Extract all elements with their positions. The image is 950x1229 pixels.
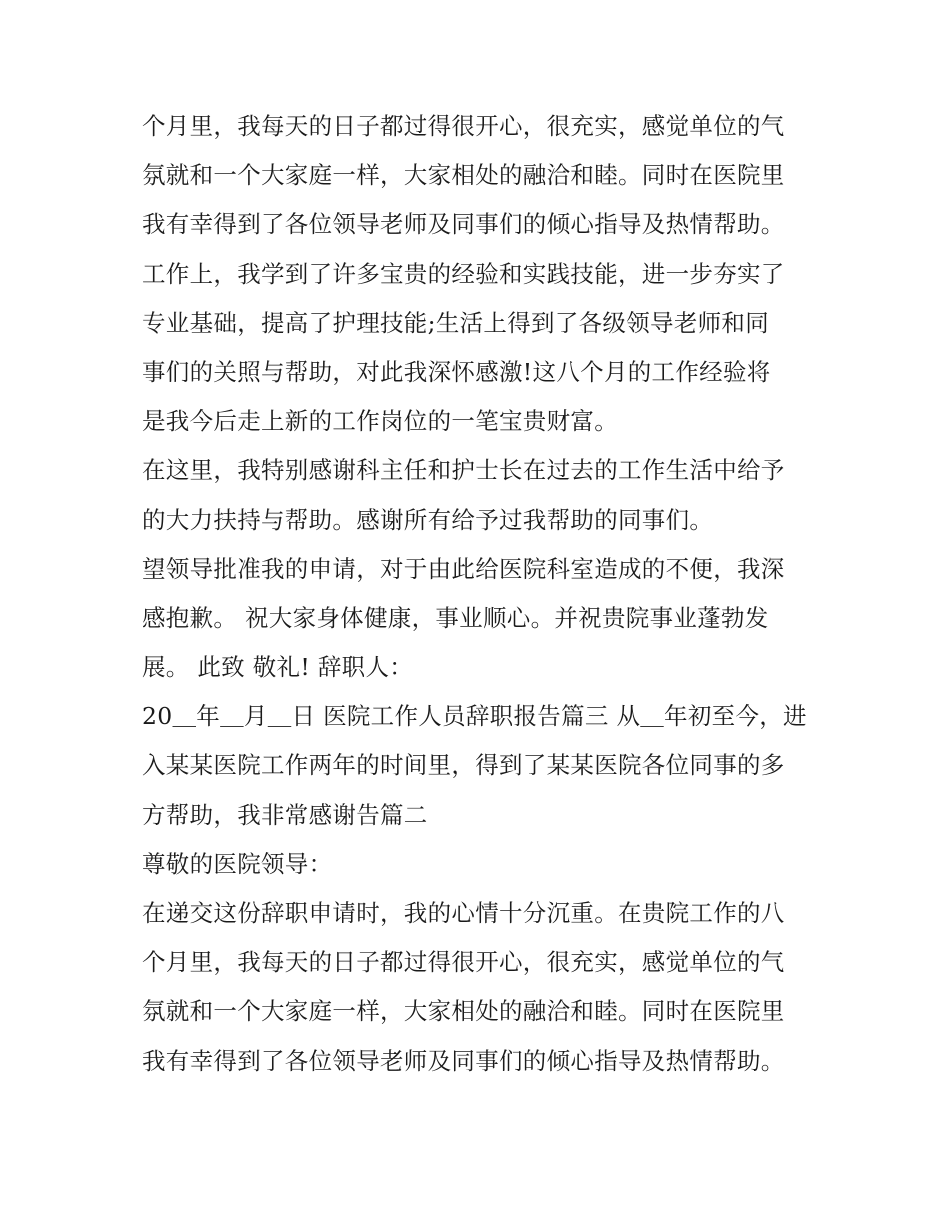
text-line: 我有幸得到了各位领导老师及同事们的倾心指导及热情帮助。 [142, 210, 785, 239]
document-body [142, 102, 822, 1086]
text-line: 我有幸得到了各位领导老师及同事们的倾心指导及热情帮助。 [142, 1046, 785, 1075]
text-line: 是我今后走上新的工作岗位的一笔宝贵财富。 [142, 407, 618, 436]
text-line: 望领导批准我的申请，对于由此给医院科室造成的不便，我深 [142, 554, 785, 583]
text-line: 方帮助，我非常感谢告篇二 [142, 800, 428, 829]
text-line: 个月里，我每天的日子都过得很开心，很充实，感觉单位的气 [142, 948, 785, 977]
text-line: 展。 此致 敬礼! 辞职人： [142, 653, 414, 682]
text-line: 在递交这份辞职申请时，我的心情十分沉重。在贵院工作的八 [142, 899, 785, 927]
text-line: 氛就和一个大家庭一样，大家相处的融洽和睦。同时在医院里 [142, 161, 785, 190]
text-line: 入某某医院工作两年的时间里，得到了某某医院各位同事的多 [142, 751, 785, 780]
text-line: 事们的关照与帮助，对此我深怀感激!这八个月的工作经验将 [142, 357, 771, 386]
text-line: 工作上，我学到了许多宝贵的经验和实践技能，进一步夯实了 [142, 259, 785, 288]
text-line: 感抱歉。 祝大家身体健康，事业顺心。并祝贵院事业蓬勃发 [142, 603, 769, 632]
text-line: 在这里，我特别感谢科主任和护士长在过去的工作生活中给予 [142, 456, 785, 485]
text-line: 个月里，我每天的日子都过得很开心，很充实，感觉单位的气 [142, 112, 785, 140]
text-line: 专业基础，提高了护理技能;生活上得到了各级领导老师和同 [142, 308, 770, 337]
text-line: 20＿年＿月＿日 医院工作人员辞职报告篇三 从＿年初至今，进 [142, 702, 807, 731]
text-line: 氛就和一个大家庭一样，大家相处的融洽和睦。同时在医院里 [142, 997, 785, 1026]
text-line: 的大力扶持与帮助。感谢所有给予过我帮助的同事们。 [142, 505, 714, 534]
salutation: 尊敬的医院领导： [142, 849, 333, 878]
